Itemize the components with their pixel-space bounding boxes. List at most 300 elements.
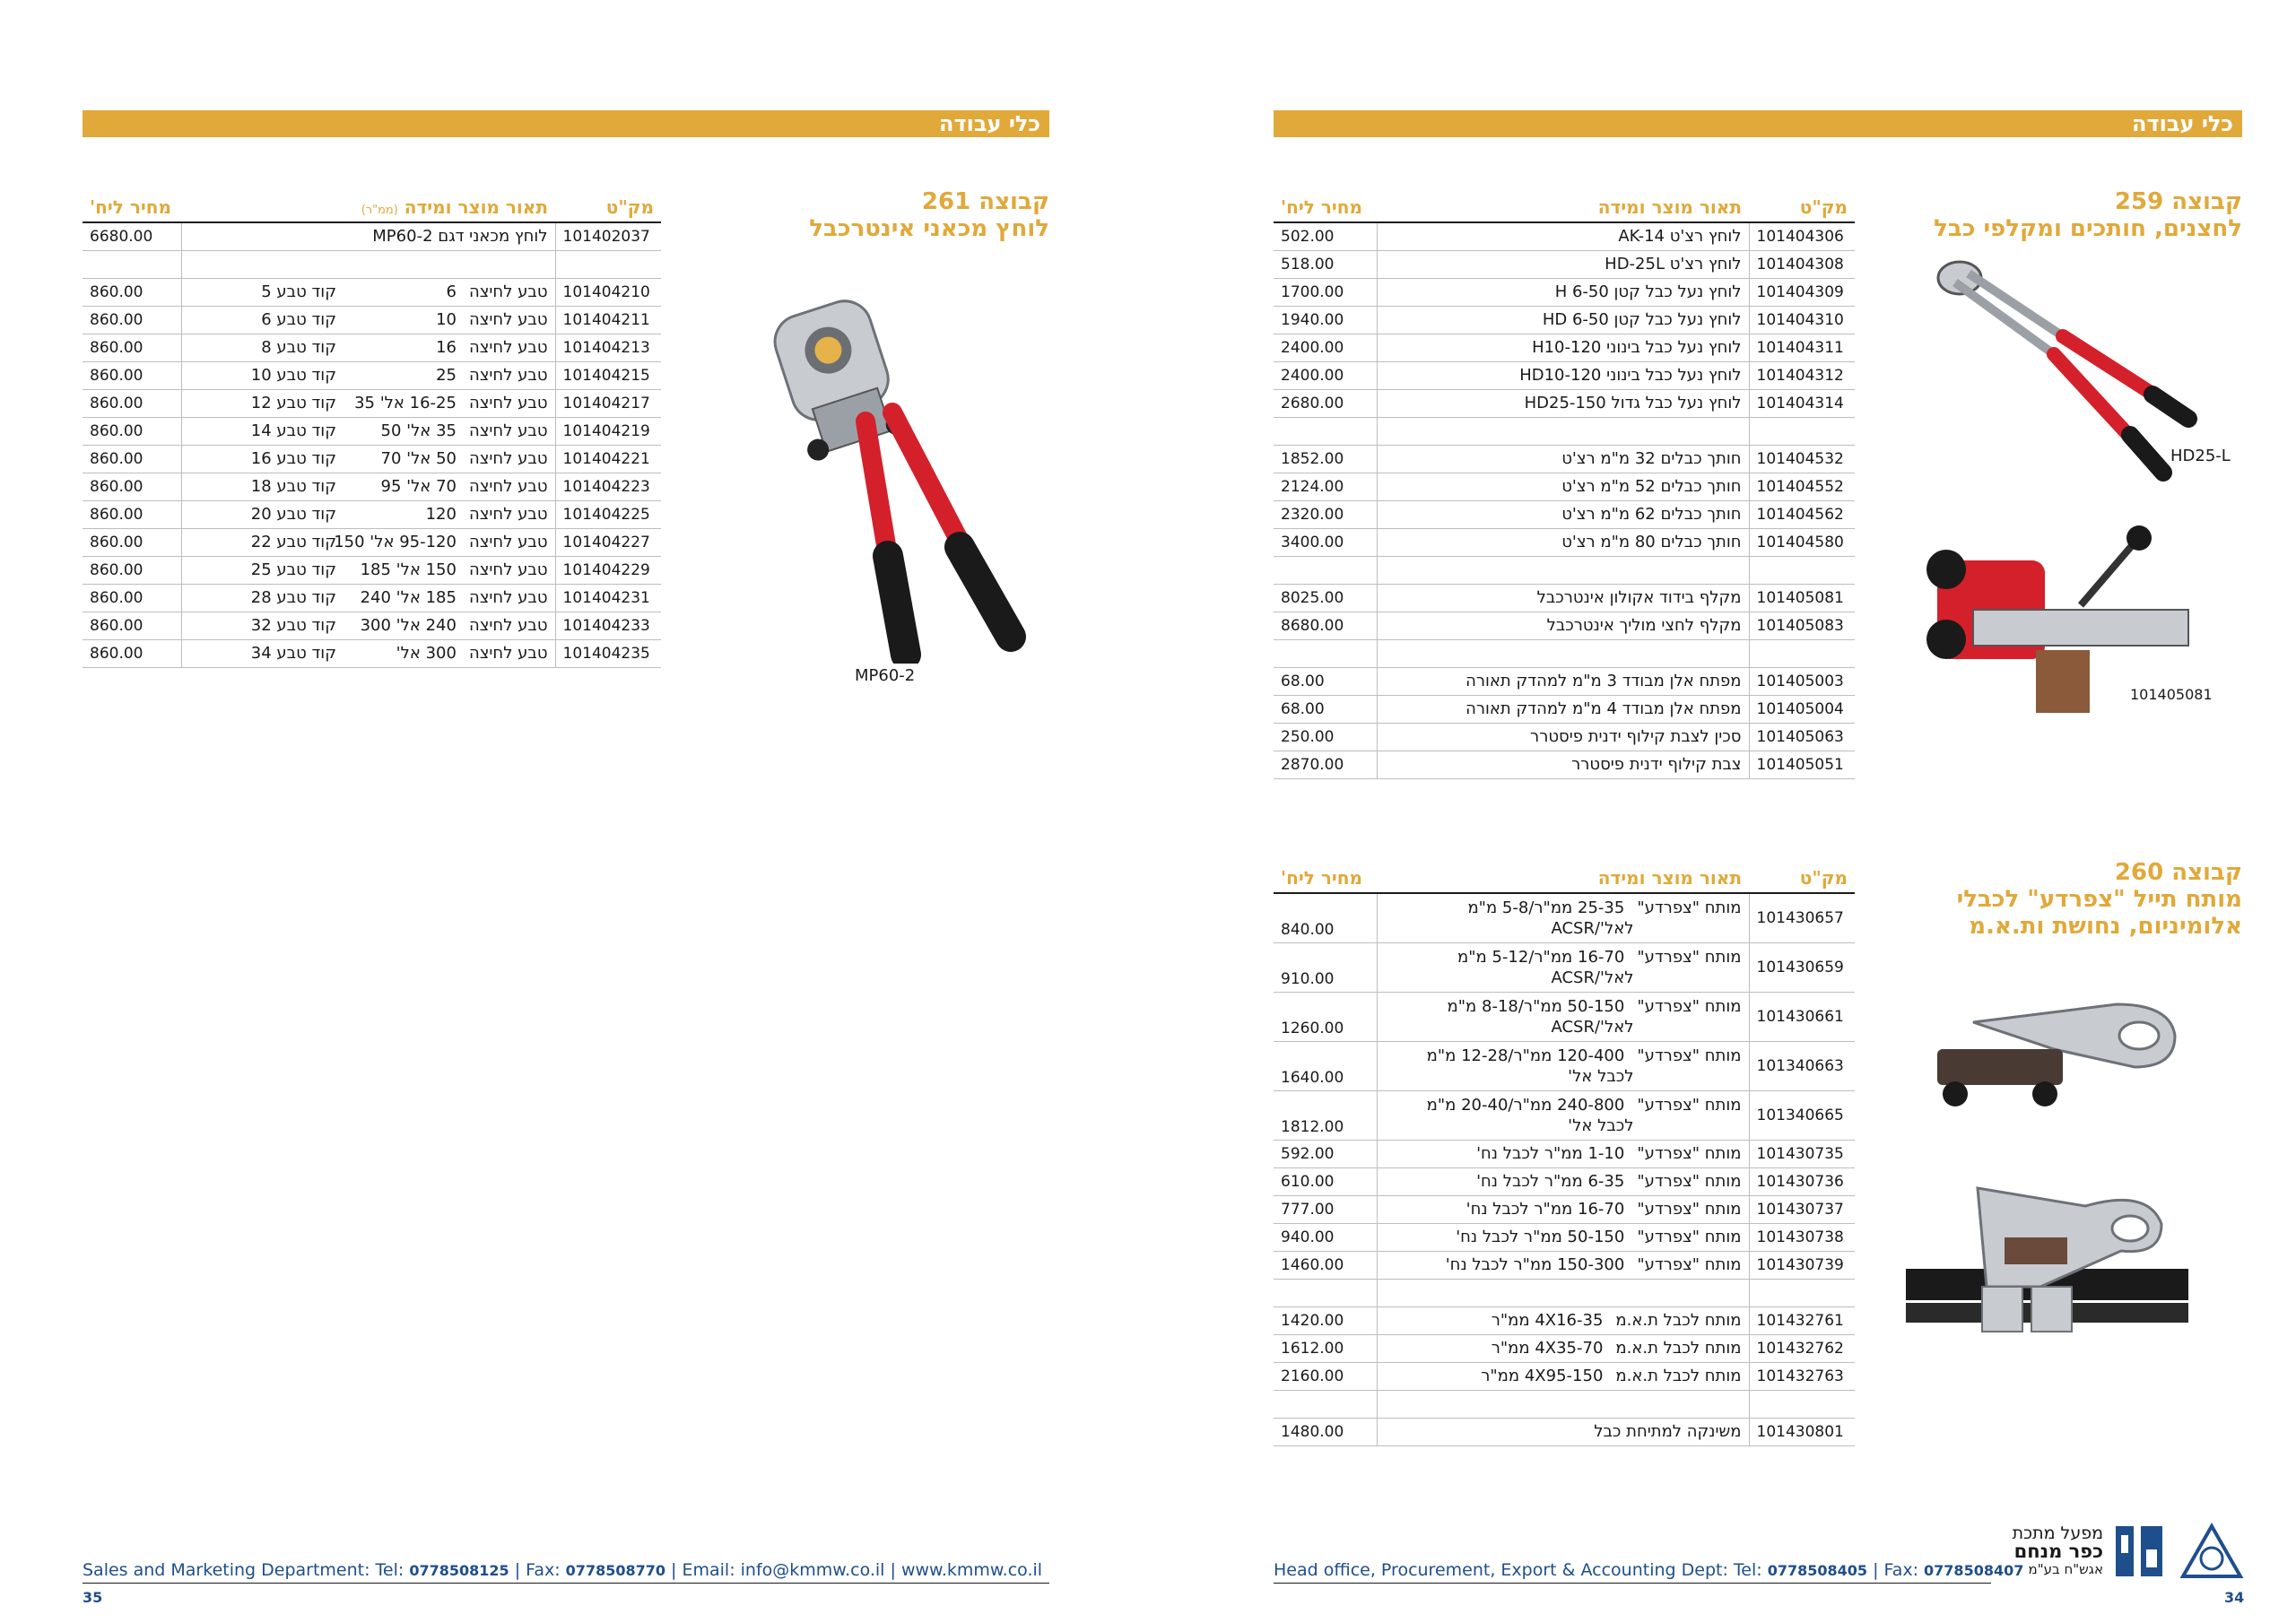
table-row — [1274, 528, 1855, 556]
desc-cell — [1377, 1362, 1749, 1390]
table-row — [1274, 1362, 1855, 1390]
table-row — [1274, 1140, 1855, 1167]
table-row — [83, 584, 661, 612]
sku-cell: 101404227 — [555, 528, 661, 556]
desc-cell — [1377, 1251, 1749, 1279]
product-spec: 4X16-35 ממ"ר — [1491, 1311, 1604, 1330]
price-cell: 68.00 — [1274, 695, 1377, 723]
group-name: לוחץ מכאני אינטרכבל — [809, 215, 1049, 242]
die-code: קוד טבע 22 — [250, 533, 336, 551]
table-body — [1274, 893, 1855, 1445]
die-code: קוד טבע 20 — [250, 505, 336, 524]
table-row — [83, 389, 661, 417]
price-cell: 860.00 — [83, 445, 181, 473]
table-row — [83, 556, 661, 584]
table-row — [1274, 723, 1855, 751]
table-row — [1274, 1279, 1855, 1306]
table-row — [83, 612, 661, 639]
sku-cell: 101430659 — [1749, 942, 1855, 992]
desc-cell — [1377, 1334, 1749, 1362]
product-name: משינקה למתיחת כבל — [1594, 1422, 1742, 1441]
kfar-menahem-logo — [2112, 1523, 2166, 1580]
desc-cell — [181, 500, 555, 528]
price-cell: 2320.00 — [1274, 500, 1377, 528]
sku-cell — [1749, 417, 1855, 445]
table-row — [1274, 639, 1855, 667]
die-code: קוד טבע 10 — [250, 366, 336, 385]
desc-cell: לוחץ נעל כבל קטן H 6-50 — [1377, 278, 1749, 306]
product-name: טבע לחיצה — [468, 282, 548, 301]
price-cell: 2400.00 — [1274, 361, 1377, 389]
desc-cell — [1377, 1306, 1749, 1334]
sku-cell: 101404306 — [1749, 222, 1855, 250]
table-row — [1274, 417, 1855, 445]
col-header-price: מחיר ליח' — [1274, 863, 1377, 893]
table-row — [1274, 893, 1855, 942]
desc-cell: מפתח אלן מבודד 3 מ"מ למהדק תאורה — [1377, 667, 1749, 695]
sku-cell: 101404235 — [555, 639, 661, 667]
price-cell — [1274, 639, 1377, 667]
sku-cell: 101404309 — [1749, 278, 1855, 306]
price-cell: 860.00 — [83, 584, 181, 612]
sku-cell — [1749, 639, 1855, 667]
image-caption-stripper: 101405081 — [2130, 686, 2213, 703]
sku-cell: 101430801 — [1749, 1418, 1855, 1445]
desc-cell: לוחץ נעל כבל קטן HD 6-50 — [1377, 306, 1749, 334]
footer-divider — [1274, 1583, 1991, 1584]
price-cell — [1274, 556, 1377, 584]
table-row — [1274, 473, 1855, 500]
section-header-bar — [83, 110, 1049, 137]
product-size: 120 — [425, 505, 457, 524]
group-261-title — [809, 188, 1049, 242]
product-name: מותח "צפרדע" — [1637, 1095, 1742, 1115]
sku-cell: 101404308 — [1749, 250, 1855, 278]
price-cell: 592.00 — [1274, 1140, 1377, 1167]
sku-cell: 101404231 — [555, 584, 661, 612]
desc-cell: לוחץ נעל כבל בינוני HD10-120 — [1377, 361, 1749, 389]
section-header-title: כלי עבודה — [939, 111, 1040, 136]
col-header-sku: מק"ט — [1749, 863, 1855, 893]
product-size: 150 אל' 185 — [360, 560, 457, 579]
product-size: 50 אל' 70 — [380, 449, 457, 468]
desc-cell — [181, 278, 555, 306]
company-name: מפעל מתכת כפר מנחם אגש"ח בע"מ — [2012, 1523, 2103, 1577]
price-cell — [83, 250, 181, 278]
desc-line — [1385, 1172, 1742, 1191]
sku-cell: 101404532 — [1749, 445, 1855, 473]
product-name: טבע לחיצה — [468, 588, 548, 607]
col-header-price: מחיר ליח' — [1274, 192, 1377, 222]
sku-cell: 101432763 — [1749, 1362, 1855, 1390]
table-row — [1274, 556, 1855, 584]
desc-cell — [181, 222, 555, 250]
price-cell: 940.00 — [1274, 1223, 1377, 1251]
price-cell: 8025.00 — [1274, 584, 1377, 612]
desc-cell: חותך כבלים 62 מ"מ רצ'ט — [1377, 500, 1749, 528]
page-number: 34 — [2224, 1589, 2245, 1606]
die-code: קוד טבע 12 — [250, 394, 336, 412]
product-name: מותח "צפרדע" — [1637, 1200, 1742, 1219]
desc-cell — [181, 556, 555, 584]
price-cell: 1940.00 — [1274, 306, 1377, 334]
footer-tel: 0778508125 — [409, 1562, 509, 1579]
desc-cell: לוחץ רצ'ט AK-14 — [1377, 222, 1749, 250]
desc-cell — [181, 250, 555, 278]
product-name: טבע לחיצה — [468, 394, 548, 412]
price-table-261 — [83, 192, 661, 668]
desc-cell: צבת קילוף ידנית פיסטרר — [1377, 751, 1749, 778]
section-header-bar — [1274, 110, 2242, 137]
desc-line — [1385, 996, 1742, 1017]
product-name: טבע לחיצה — [468, 310, 548, 329]
price-cell: 860.00 — [83, 612, 181, 639]
table-row — [1274, 1251, 1855, 1279]
table-body — [83, 222, 661, 667]
sku-cell — [1749, 1390, 1855, 1418]
desc-line — [1385, 1367, 1742, 1385]
price-cell — [1274, 417, 1377, 445]
sku-cell: 101404219 — [555, 417, 661, 445]
price-cell: 860.00 — [83, 417, 181, 445]
die-code: קוד טבע 8 — [261, 338, 336, 357]
price-cell: 1612.00 — [1274, 1334, 1377, 1362]
table-row — [1274, 1090, 1855, 1140]
product-size: 35 אל' 50 — [380, 421, 457, 440]
product-spec: 50-150 ממ"ר/8-18 מ"מ — [1447, 996, 1625, 1016]
product-name: מותח "צפרדע" — [1637, 1046, 1742, 1065]
sku-cell: 101430735 — [1749, 1140, 1855, 1167]
desc-line — [1385, 1339, 1742, 1358]
sku-cell: 101430737 — [1749, 1195, 1855, 1223]
desc-cell — [1377, 417, 1749, 445]
group-260-title — [1957, 859, 2242, 940]
price-cell: 1812.00 — [1274, 1090, 1377, 1140]
table-row — [1274, 612, 1855, 639]
product-size: 6 — [446, 282, 457, 301]
desc-cell — [1377, 893, 1749, 942]
price-table-259 — [1274, 192, 1855, 779]
product-spec-line2: לאל'/ACSR — [1551, 918, 1634, 938]
hd25-crimper-image — [1928, 247, 2197, 489]
sku-cell: 101404211 — [555, 306, 661, 334]
table-row — [1274, 361, 1855, 389]
product-spec: 120-400 ממ"ר/12-28 מ"מ — [1426, 1046, 1625, 1065]
desc-cell — [181, 334, 555, 361]
desc-line — [1385, 898, 1742, 918]
table-row — [1274, 584, 1855, 612]
group-number: קבוצה 261 — [921, 188, 1049, 215]
desc-cell: מקלף לחצי מוליך אינטרכבל — [1377, 612, 1749, 639]
sku-cell: 101432761 — [1749, 1306, 1855, 1334]
table-row — [83, 222, 661, 250]
product-name: מותח "צפרדע" — [1637, 947, 1742, 967]
product-size: 95-120 אל' 150 — [334, 533, 457, 551]
table-row — [83, 528, 661, 556]
table-body — [1274, 222, 1855, 778]
price-table-260 — [1274, 863, 1855, 1446]
table-row — [1274, 306, 1855, 334]
sku-cell: 101404213 — [555, 334, 661, 361]
die-code: קוד טבע 32 — [250, 616, 336, 635]
table-row — [83, 250, 661, 278]
sku-cell: 101405003 — [1749, 667, 1855, 695]
table-row — [1274, 222, 1855, 250]
price-cell: 502.00 — [1274, 222, 1377, 250]
table-row — [1274, 1167, 1855, 1195]
die-code: קוד טבע 6 — [261, 310, 336, 329]
mp60-crimper-image — [758, 287, 1054, 664]
footer-contact: Head office, Procurement, Export & Accounting Dept: Tel: 0778508405 | Fax: 0778508407 — [1274, 1560, 2024, 1580]
price-cell: 2400.00 — [1274, 334, 1377, 361]
product-spec: 150-300 ממ"ר לכבל נח' — [1445, 1255, 1625, 1274]
desc-line — [1385, 1422, 1742, 1441]
product-spec: 4X95-150 ממ"ר — [1481, 1367, 1604, 1385]
desc-cell — [1377, 1041, 1749, 1090]
desc-cell — [181, 361, 555, 389]
product-size: 185 אל' 240 — [360, 588, 457, 607]
sku-cell: 101340663 — [1749, 1041, 1855, 1090]
product-name: לוחץ מכאני דגם MP60-2 — [372, 227, 548, 247]
image-caption-mp60: MP60-2 — [855, 666, 916, 685]
table-row — [83, 278, 661, 306]
price-cell: 860.00 — [83, 500, 181, 528]
desc-cell — [181, 389, 555, 417]
table-row — [83, 639, 661, 667]
product-spec: 4X35-70 ממ"ר — [1491, 1339, 1604, 1358]
price-cell — [1274, 1279, 1377, 1306]
product-size: 25 — [436, 366, 457, 385]
sku-cell: 101340665 — [1749, 1090, 1855, 1140]
desc-cell — [1377, 556, 1749, 584]
col-header-desc: תאור מוצר ומידה — [1377, 863, 1749, 893]
table-row — [1274, 1306, 1855, 1334]
footer-fax: 0778508407 — [1924, 1562, 2024, 1579]
product-size: 16 — [436, 338, 457, 357]
desc-cell — [181, 639, 555, 667]
price-cell: 860.00 — [83, 473, 181, 500]
table-row — [1274, 1334, 1855, 1362]
desc-cell — [1377, 1090, 1749, 1140]
desc-cell — [181, 417, 555, 445]
product-name: טבע לחיצה — [468, 644, 548, 663]
product-name: טבע לחיצה — [468, 477, 548, 496]
price-cell: 840.00 — [1274, 893, 1377, 942]
col-header-desc: תאור מוצר ומידה (ממ"ר) — [181, 192, 555, 222]
sku-cell: 101404223 — [555, 473, 661, 500]
price-cell: 860.00 — [83, 639, 181, 667]
price-cell: 1640.00 — [1274, 1041, 1377, 1090]
desc-cell — [1377, 942, 1749, 992]
table-row — [1274, 1041, 1855, 1090]
table-row — [1274, 992, 1855, 1041]
desc-line — [1385, 947, 1742, 968]
sku-cell: 101404311 — [1749, 334, 1855, 361]
section-header-title: כלי עבודה — [2132, 111, 2233, 136]
desc-cell — [181, 612, 555, 639]
table-row — [1274, 1195, 1855, 1223]
frog-clamp-image — [1919, 986, 2188, 1121]
product-name: מותח לכבל ת.א.מ — [1615, 1339, 1742, 1358]
sku-cell: 101432762 — [1749, 1334, 1855, 1362]
product-name: מותח לכבל ת.א.מ — [1615, 1367, 1742, 1385]
sku-cell: 101404552 — [1749, 473, 1855, 500]
sku-cell: 101430736 — [1749, 1167, 1855, 1195]
footer-divider — [83, 1583, 1049, 1584]
desc-line — [1385, 1394, 1742, 1413]
product-spec: 6-35 ממ"ר לכבל נח' — [1476, 1172, 1625, 1191]
col-header-unit: (ממ"ר) — [361, 204, 398, 217]
die-code: קוד טבע 5 — [261, 282, 336, 301]
sku-cell — [1749, 556, 1855, 584]
table-row — [1274, 751, 1855, 778]
sku-cell: 101404210 — [555, 278, 661, 306]
product-name: מותח "צפרדע" — [1637, 1172, 1742, 1191]
price-cell: 860.00 — [83, 389, 181, 417]
desc-cell: לוחץ נעל כבל בינוני H10-120 — [1377, 334, 1749, 361]
group-name: מותח תייל "צפרדע" לכבלי — [1956, 886, 2242, 913]
sku-cell: 101404580 — [1749, 528, 1855, 556]
desc-cell — [1377, 1140, 1749, 1167]
desc-cell: סכין לצבת קילוף ידנית פיסטרר — [1377, 723, 1749, 751]
product-size: 70 אל' 95 — [380, 477, 457, 496]
image-caption-hd25: HD25-L — [2170, 447, 2231, 465]
product-spec-line2: לכבל אל' — [1568, 1115, 1634, 1135]
desc-cell — [181, 584, 555, 612]
col-header-sku: מק"ט — [1749, 192, 1855, 222]
desc-cell — [181, 473, 555, 500]
product-spec: 50-150 ממ"ר לכבל נח' — [1456, 1228, 1625, 1246]
footer-email-web[interactable]: | Email: info@kmmw.co.il | www.kmmw.co.il — [665, 1560, 1043, 1580]
desc-cell — [1377, 1279, 1749, 1306]
table-row — [83, 445, 661, 473]
table-row — [1274, 1390, 1855, 1418]
group-name-line2: אלומיניום, נחושת ות.א.מ — [1969, 913, 2242, 940]
product-name: מותח "צפרדע" — [1637, 1228, 1742, 1246]
sku-cell: 101404314 — [1749, 389, 1855, 417]
desc-cell — [181, 528, 555, 556]
table-row — [83, 306, 661, 334]
product-spec: 240-800 ממ"ר/20-40 מ"מ — [1426, 1095, 1625, 1115]
price-cell: 860.00 — [83, 556, 181, 584]
product-name: טבע לחיצה — [468, 505, 548, 524]
price-cell: 1852.00 — [1274, 445, 1377, 473]
footer-fax: 0778508770 — [565, 1562, 665, 1579]
product-spec-line2: לאל'/ACSR — [1551, 1017, 1634, 1037]
price-cell: 68.00 — [1274, 667, 1377, 695]
price-cell: 860.00 — [83, 306, 181, 334]
sku-cell: 101404229 — [555, 556, 661, 584]
sku-cell: 101404221 — [555, 445, 661, 473]
table-row — [1274, 250, 1855, 278]
group-name: לחצנים, חותכים ומקלפי כבל — [1934, 215, 2242, 242]
sku-cell: 101430661 — [1749, 992, 1855, 1041]
group-number: קבוצה 260 — [2114, 859, 2242, 886]
desc-cell — [1377, 639, 1749, 667]
price-cell: 860.00 — [83, 528, 181, 556]
product-name: מותח "צפרדע" — [1637, 996, 1742, 1016]
price-cell: 1260.00 — [1274, 992, 1377, 1041]
desc-line — [1385, 1283, 1742, 1302]
desc-cell: חותך כבלים 80 מ"מ רצ'ט — [1377, 528, 1749, 556]
die-code: קוד טבע 14 — [250, 421, 336, 440]
product-size: 10 — [436, 310, 457, 329]
desc-cell: לוחץ נעל כבל גדול HD25-150 — [1377, 389, 1749, 417]
col-header-sku: מק"ט — [555, 192, 661, 222]
desc-line — [1385, 1144, 1742, 1163]
sku-cell: 101404225 — [555, 500, 661, 528]
footer-tel: 0778508405 — [1767, 1562, 1868, 1579]
page-34 — [1148, 0, 2296, 1623]
desc-line — [1385, 1046, 1742, 1066]
price-cell: 3400.00 — [1274, 528, 1377, 556]
product-spec: 25-35 ממ"ר/5-8 מ"מ — [1467, 898, 1625, 917]
sku-cell: 101430739 — [1749, 1251, 1855, 1279]
die-code: קוד טבע 25 — [250, 560, 336, 579]
product-size: 240 אל' 300 — [360, 616, 457, 635]
desc-line — [1385, 1095, 1742, 1115]
sku-cell — [1749, 1279, 1855, 1306]
desc-line — [1385, 1311, 1742, 1330]
die-code: קוד טבע 28 — [250, 588, 336, 607]
page-number: 35 — [83, 1589, 103, 1606]
price-cell: 1420.00 — [1274, 1306, 1377, 1334]
sku-cell: 101404233 — [555, 612, 661, 639]
table-row — [1274, 1418, 1855, 1445]
desc-cell — [181, 445, 555, 473]
desc-line — [1385, 1228, 1742, 1246]
table-row — [83, 500, 661, 528]
sku-cell: 101404310 — [1749, 306, 1855, 334]
price-cell: 1480.00 — [1274, 1418, 1377, 1445]
desc-cell: מפתח אלן מבודד 4 מ"מ למהדק תאורה — [1377, 695, 1749, 723]
table-row — [1274, 695, 1855, 723]
product-name: טבע לחיצה — [468, 338, 548, 357]
sku-cell: 101405081 — [1749, 584, 1855, 612]
sku-cell: 101404217 — [555, 389, 661, 417]
sku-cell: 101405083 — [1749, 612, 1855, 639]
table-row — [1274, 500, 1855, 528]
price-cell — [1274, 1390, 1377, 1418]
desc-cell — [1377, 1223, 1749, 1251]
desc-cell — [1377, 992, 1749, 1041]
product-name: מותח "צפרדע" — [1637, 1144, 1742, 1163]
product-spec: 16-70 ממ"ר/5-12 מ"מ — [1457, 947, 1625, 967]
price-cell: 250.00 — [1274, 723, 1377, 751]
price-cell: 777.00 — [1274, 1195, 1377, 1223]
product-size: 16-25 אל' 35 — [354, 394, 457, 412]
desc-cell — [1377, 1418, 1749, 1445]
desc-line — [1385, 1200, 1742, 1219]
product-name: טבע לחיצה — [468, 616, 548, 635]
israel-standard-logo — [2179, 1523, 2244, 1580]
table-row — [1274, 1223, 1855, 1251]
table-row — [83, 417, 661, 445]
price-cell: 2124.00 — [1274, 473, 1377, 500]
product-name: מותח "צפרדע" — [1637, 898, 1742, 917]
desc-cell: חותך כבלים 52 מ"מ רצ'ט — [1377, 473, 1749, 500]
table-row — [1274, 334, 1855, 361]
sku-cell: 101404562 — [1749, 500, 1855, 528]
price-cell: 610.00 — [1274, 1167, 1377, 1195]
sku-cell: 101405051 — [1749, 751, 1855, 778]
table-row — [83, 473, 661, 500]
desc-cell — [1377, 1195, 1749, 1223]
desc-cell — [1377, 1390, 1749, 1418]
group-number: קבוצה 259 — [2114, 188, 2242, 215]
die-code: קוד טבע 34 — [250, 644, 336, 663]
product-name: טבע לחיצה — [468, 560, 548, 579]
